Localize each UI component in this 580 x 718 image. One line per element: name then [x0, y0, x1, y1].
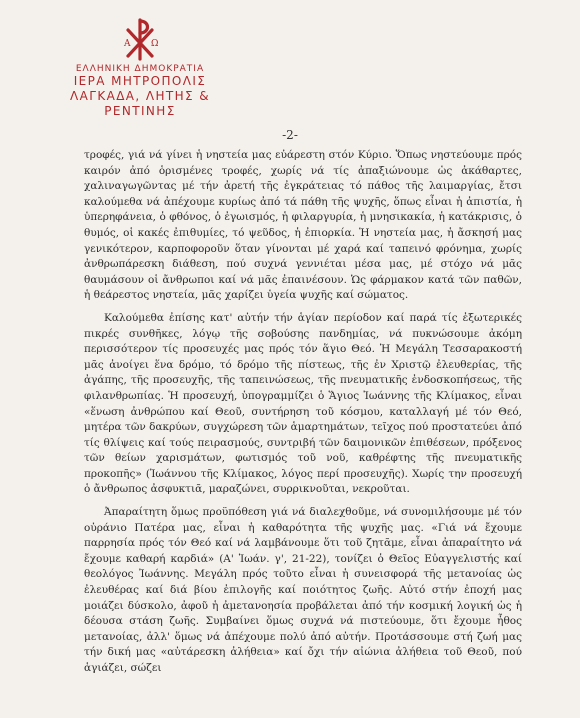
letter-body [84, 148, 522, 684]
page-number: -2- [282, 128, 298, 142]
letterhead [40, 16, 240, 119]
letterhead-republic: ΕΛΛΗΝΙΚΗ ΔΗΜΟΚΡΑΤΙΑ [75, 64, 205, 74]
paragraph-fasting: τροφές, γιά νά γίνει ἡ νηστεία μας εὐάρεστη στόν Κύριο. Ὅπως νηστεύουμε πρός καιρόν ἀπό ὁρισμένες τροφές, χωρίς νά τίς ἀπαξιώνουμε ὡς ἀκάθαρτες, χαλιναγωγῶντας μέ τήν ἀρετή τῆς ἐγκράτειας τό πάθος τῆς λαιμαργίας, ἔτσι καλούμεθα νά ἀπέχουμε κυρίως ἀπό τά πάθη τῆς ψυχῆς, ὅπως εἶναι ἡ ἀπιστία, ἡ ὑπερηφάνεια, ὁ φθόνος, ὁ ἐγωισμός, ἡ φιλαργυρία, ἡ μνησικακία, ἡ κατάκρισις, ὁ θυμός, οἱ κακές ἐπιθυμίες, τό ψεῦδος, ἡ ἐπιορκία. Ἡ νηστεία μας, ἡ ἄσκησή μας γενικότερον, καρποφοροῦν ὅταν γίνονται μέ χαρά καί ταπεινό φρόνημα, χωρίς ἀνθρωπάρεσκη διάθεση, πού συχνά γεννιέται μέσα μας, μέ στόχο νά μᾶς θαυμάσουν οἱ ἄνθρωποι καί νά μᾶς ἐπαινέσουν. Ὡς φάρμακον κατά τῶν παθῶν, ἡ θεάρεστος νηστεία, μᾶς χαρίζει ὑγεία ψυχῆς καί σώματος. [84, 149, 522, 302]
chi-rho-emblem-icon [117, 16, 163, 62]
paragraph-prayer: Καλούμεθα ἐπίσης κατ' αὐτήν τήν ἁγίαν περίοδον καί παρά τίς ἐξωτερικές πικρές συνθῆκες, λόγῳ τῆς σοβούσης πανδημίας, νά πυκνώσουμε ἀκόμη περισσότερον τίς προσευχές μας πρός τόν ἅγιο Θεό. Ἡ Μεγάλη Τεσσαρακοστή μᾶς ἀνοίγει ἕνα δρόμο, τό δρόμο τῆς πίστεως, τῆς ἐν Χριστῷ ἐλευθερίας, τῆς ἀγάπης, τῆς προσευχῆς, τῆς ταπεινώσεως, τῆς πνευματικῆς ἐνδοσκοπήσεως, τῆς φιλανθρωπίας. Ἡ προσευχή, ὑπογραμμίζει ὁ Ἅγιος Ἰωάννης τῆς Κλίμακος, εἶναι «ἕνωση ἀνθρώπου καί Θεοῦ, συντήρηση τοῦ κόσμου, καταλλαγή μέ τόν Θεό, μητέρα τῶν δακρύων, συγχώρεση τῶν ἁμαρτημάτων, τεῖχος πού προστατεύει ἀπό τίς θλίψεις καί τούς πειρασμούς, συντριβή τῶν δαιμονικῶν ἐπιθέσεων, πρόξενος τῶν θείων χαρισμάτων, φωτισμός τοῦ νοῦ, καθρέφτης τῆς πνευματικῆς προκοπῆς» (Ἰωάννου τῆς Κλίμακος, λόγος περί προσευχῆς). Χωρίς την προσευχή ὁ ἄνθρωπος ἀσφυκτιᾶ, μαραζώνει, συρρικνοῦται, νεκροῦται. [84, 311, 522, 496]
paragraph-repentance: Ἀπαραίτητη ὅμως προϋπόθεση γιά νά διαλεχθοῦμε, νά συνομιλήσουμε μέ τόν οὐράνιο Πατέρα μας, εἶναι ἡ καθαρότητα τῆς ψυχῆς μας. «Γιά νά ἔχουμε παρρησία πρός τόν Θεό καί νά λαμβάνουμε ὅτι τοῦ ζητᾶμε, εἶναι ἀπαραίτητο νά ἔχουμε καθαρή καρδιά» (Α' Ἰωάν. γ', 21-22), τονίζει ὁ Θεῖος Εὐαγγελιστής καί θεολόγος Ἰωάννης. Μεγάλη πρός τοῦτο εἶναι ἡ συνεισφορά τῆς μετανοίας ὡς ἐλευθέρας καί διά βίου ἐπιλογῆς καί ποιότητος ζωῆς. Αὐτό στήν ἐποχή μας μοιάζει δύσκολο, ἀφοῦ ἡ ἀμετανοησία προβάλεται ἀπό τήν κοσμική λογική ὡς ἡ δέουσα στάση ζωῆς. Συμβαίνει ὅμως συχνά νά πιστεύουμε, ὅτι ἔχουμε ἦθος μετανοίας, ἀλλ' ὅμως νά ἀπέχουμε πολύ ἀπό αὐτήν. Προτάσσουμε στή ζωή μας τήν δική μας «αὐτάρεσκη ἀλήθεια» καί ὄχι τήν αἰώνια ἀλήθεια τοῦ Θεοῦ, πού ἁγιάζει, σώζει [84, 506, 522, 674]
svg-text:Α: Α [124, 39, 131, 49]
letterhead-metropolis: ΙΕΡΑ ΜΗΤΡΟΠΟΛΙΣ [73, 74, 207, 88]
letterhead-diocese: ΛΑΓΚΑΔΑ, ΛΗΤΗΣ & ΡΕΝΤΙΝΗΣ [70, 89, 210, 118]
svg-text:Ω: Ω [151, 39, 159, 49]
